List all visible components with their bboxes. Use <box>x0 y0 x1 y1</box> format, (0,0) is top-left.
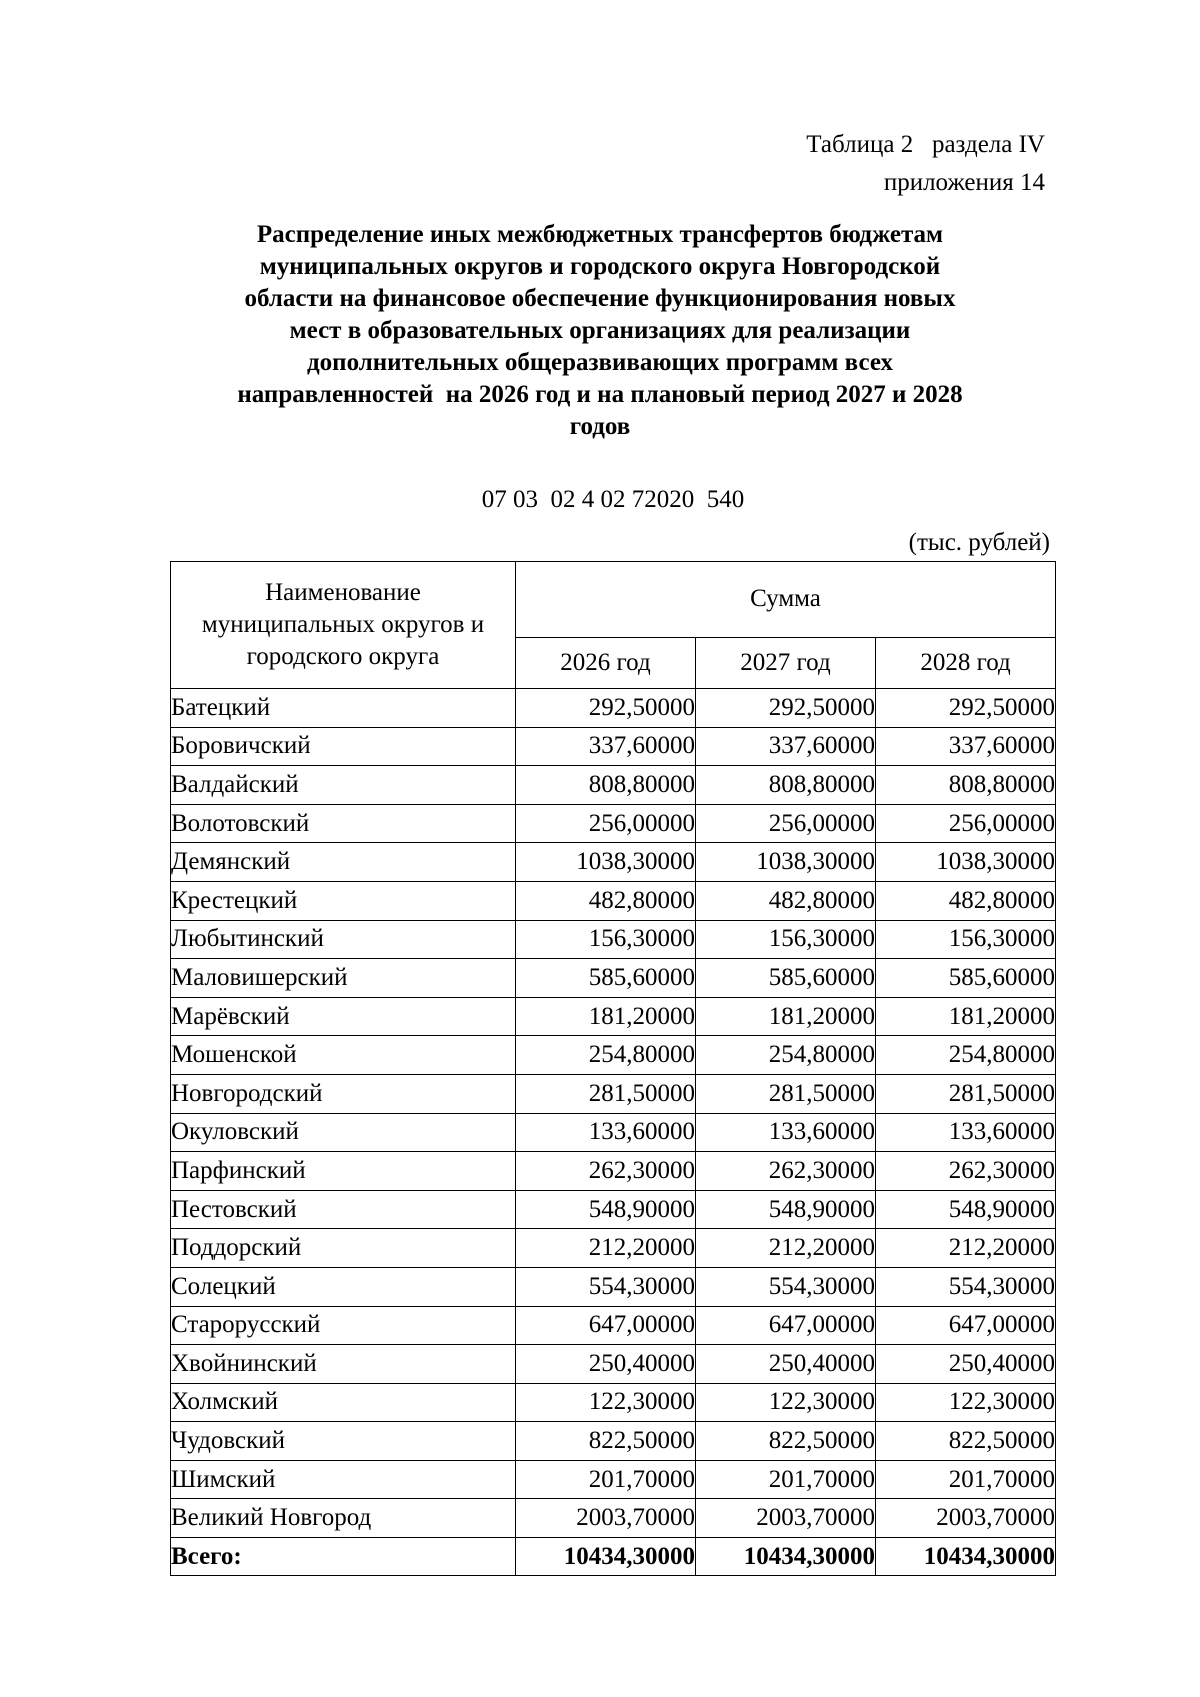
amount-2027: 201,70000 <box>696 1460 876 1499</box>
total-2026: 10434,30000 <box>516 1538 696 1576</box>
district-name: Демянский <box>171 843 516 882</box>
total-label: Всего: <box>171 1538 516 1576</box>
district-name: Солецкий <box>171 1267 516 1306</box>
amount-2028: 808,80000 <box>876 766 1056 805</box>
header-sum-cell: Сумма <box>516 562 1056 638</box>
total-row <box>171 1538 1056 1576</box>
header-year-2026: 2026 год <box>516 637 696 688</box>
district-name: Окуловский <box>171 1113 516 1152</box>
amount-2027: 156,30000 <box>696 920 876 959</box>
amount-2027: 1038,30000 <box>696 843 876 882</box>
amount-2028: 1038,30000 <box>876 843 1056 882</box>
amount-2026: 337,60000 <box>516 727 696 766</box>
document-title <box>190 219 1010 443</box>
amount-2028: 250,40000 <box>876 1345 1056 1384</box>
district-name: Пестовский <box>171 1190 516 1229</box>
table-row <box>171 1229 1056 1268</box>
table-row <box>171 1306 1056 1345</box>
amount-2026: 122,30000 <box>516 1383 696 1422</box>
amount-2026: 281,50000 <box>516 1074 696 1113</box>
units-label: (тыс. рублей) <box>908 529 1050 556</box>
header-name-cell <box>171 562 516 689</box>
table-row <box>171 1383 1056 1422</box>
header-name-line: Наименование <box>265 579 421 606</box>
district-name: Боровичский <box>171 727 516 766</box>
district-name: Поддорский <box>171 1229 516 1268</box>
amount-2027: 181,20000 <box>696 997 876 1036</box>
title-line: мест в образовательных организациях для реализации <box>289 317 911 344</box>
amount-2027: 281,50000 <box>696 1074 876 1113</box>
amount-2026: 256,00000 <box>516 804 696 843</box>
header-year-2028: 2028 год <box>876 637 1056 688</box>
table-row <box>171 959 1056 998</box>
title-line: муниципальных округов и городского округа Новгородской <box>259 253 941 280</box>
district-name: Хвойнинский <box>171 1345 516 1384</box>
amount-2028: 254,80000 <box>876 1036 1056 1075</box>
district-name: Марёвский <box>171 997 516 1036</box>
amount-2026: 808,80000 <box>516 766 696 805</box>
amount-2028: 554,30000 <box>876 1267 1056 1306</box>
district-name: Крестецкий <box>171 881 516 920</box>
table-row <box>171 1190 1056 1229</box>
amount-2028: 337,60000 <box>876 727 1056 766</box>
district-name: Любытинский <box>171 920 516 959</box>
amount-2026: 201,70000 <box>516 1460 696 1499</box>
table-row <box>171 1345 1056 1384</box>
distribution-table <box>170 561 1056 1576</box>
amount-2027: 822,50000 <box>696 1422 876 1461</box>
table-row <box>171 727 1056 766</box>
amount-2027: 212,20000 <box>696 1229 876 1268</box>
amount-2026: 262,30000 <box>516 1152 696 1191</box>
table-row <box>171 766 1056 805</box>
budget-classification-code: 07 03 02 4 02 72020 540 <box>481 486 745 513</box>
table-row <box>171 997 1056 1036</box>
amount-2027: 337,60000 <box>696 727 876 766</box>
title-line: годов <box>569 413 631 440</box>
amount-2026: 822,50000 <box>516 1422 696 1461</box>
table-row <box>171 1267 1056 1306</box>
amount-2027: 548,90000 <box>696 1190 876 1229</box>
district-name: Валдайский <box>171 766 516 805</box>
table-row <box>171 1422 1056 1461</box>
amount-2028: 201,70000 <box>876 1460 1056 1499</box>
amount-2027: 262,30000 <box>696 1152 876 1191</box>
amount-2027: 292,50000 <box>696 689 876 728</box>
header-name-line: городского округа <box>246 643 440 670</box>
district-name: Старорусский <box>171 1306 516 1345</box>
amount-2027: 254,80000 <box>696 1036 876 1075</box>
total-2028: 10434,30000 <box>876 1538 1056 1576</box>
amount-2027: 585,60000 <box>696 959 876 998</box>
amount-2028: 482,80000 <box>876 881 1056 920</box>
table-row <box>171 1499 1056 1538</box>
total-2027: 10434,30000 <box>696 1538 876 1576</box>
amount-2026: 156,30000 <box>516 920 696 959</box>
amount-2028: 133,60000 <box>876 1113 1056 1152</box>
amount-2028: 548,90000 <box>876 1190 1056 1229</box>
table-row <box>171 1113 1056 1152</box>
table-reference-line-1: Таблица 2 раздела IV <box>806 131 1045 158</box>
table-row <box>171 920 1056 959</box>
amount-2028: 262,30000 <box>876 1152 1056 1191</box>
amount-2027: 256,00000 <box>696 804 876 843</box>
amount-2026: 133,60000 <box>516 1113 696 1152</box>
amount-2026: 482,80000 <box>516 881 696 920</box>
amount-2026: 548,90000 <box>516 1190 696 1229</box>
district-name: Батецкий <box>171 689 516 728</box>
amount-2027: 2003,70000 <box>696 1499 876 1538</box>
amount-2028: 212,20000 <box>876 1229 1056 1268</box>
amount-2028: 156,30000 <box>876 920 1056 959</box>
amount-2028: 2003,70000 <box>876 1499 1056 1538</box>
district-name: Волотовский <box>171 804 516 843</box>
amount-2027: 250,40000 <box>696 1345 876 1384</box>
district-name: Парфинский <box>171 1152 516 1191</box>
amount-2028: 647,00000 <box>876 1306 1056 1345</box>
title-line: направленностей на 2026 год и на плановый период 2027 и 2028 <box>237 381 963 408</box>
table-row <box>171 1152 1056 1191</box>
title-line: области на финансовое обеспечение функционирования новых <box>244 285 956 312</box>
amount-2026: 2003,70000 <box>516 1499 696 1538</box>
title-line: Распределение иных межбюджетных трансфертов бюджетам <box>256 221 944 248</box>
amount-2026: 181,20000 <box>516 997 696 1036</box>
amount-2026: 292,50000 <box>516 689 696 728</box>
table-row <box>171 1036 1056 1075</box>
district-name: Холмский <box>171 1383 516 1422</box>
amount-2026: 585,60000 <box>516 959 696 998</box>
table-row <box>171 689 1056 728</box>
table-reference-line-2: приложения 14 <box>883 169 1045 196</box>
amount-2028: 585,60000 <box>876 959 1056 998</box>
district-name: Маловишерский <box>171 959 516 998</box>
amount-2026: 1038,30000 <box>516 843 696 882</box>
amount-2028: 181,20000 <box>876 997 1056 1036</box>
header-year-2027: 2027 год <box>696 637 876 688</box>
amount-2027: 554,30000 <box>696 1267 876 1306</box>
table-row <box>171 881 1056 920</box>
district-name: Чудовский <box>171 1422 516 1461</box>
amount-2027: 133,60000 <box>696 1113 876 1152</box>
table-row <box>171 1074 1056 1113</box>
district-name: Мошенской <box>171 1036 516 1075</box>
amount-2027: 122,30000 <box>696 1383 876 1422</box>
amount-2027: 647,00000 <box>696 1306 876 1345</box>
title-line: дополнительных общеразвивающих программ всех <box>307 349 893 376</box>
amount-2026: 212,20000 <box>516 1229 696 1268</box>
table-body <box>171 689 1056 1538</box>
district-name: Новгородский <box>171 1074 516 1113</box>
amount-2028: 281,50000 <box>876 1074 1056 1113</box>
amount-2027: 482,80000 <box>696 881 876 920</box>
amount-2026: 647,00000 <box>516 1306 696 1345</box>
table-row <box>171 1460 1056 1499</box>
amount-2028: 822,50000 <box>876 1422 1056 1461</box>
table-row <box>171 843 1056 882</box>
amount-2028: 122,30000 <box>876 1383 1056 1422</box>
table-row <box>171 804 1056 843</box>
amount-2026: 554,30000 <box>516 1267 696 1306</box>
amount-2026: 254,80000 <box>516 1036 696 1075</box>
header-name-line: муниципальных округов и <box>201 611 485 638</box>
district-name: Великий Новгород <box>171 1499 516 1538</box>
amount-2026: 250,40000 <box>516 1345 696 1384</box>
amount-2028: 256,00000 <box>876 804 1056 843</box>
amount-2027: 808,80000 <box>696 766 876 805</box>
amount-2028: 292,50000 <box>876 689 1056 728</box>
district-name: Шимский <box>171 1460 516 1499</box>
